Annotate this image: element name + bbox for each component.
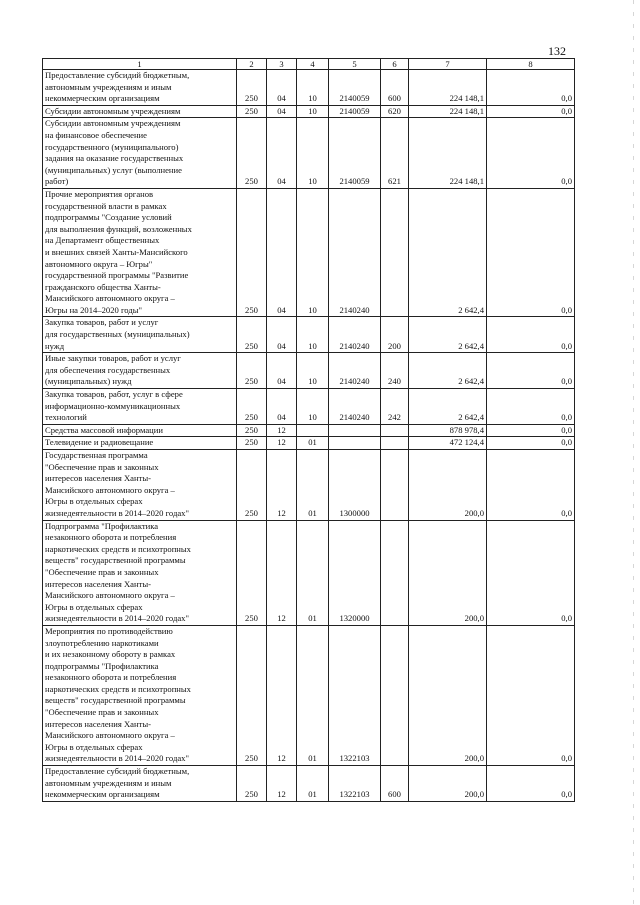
- row-name-cell: Телевидение и радиовещание: [43, 437, 237, 450]
- column-header-7: 7: [409, 59, 487, 70]
- subsection-cell: 10: [297, 70, 329, 106]
- amount-secondary-cell: 0,0: [487, 625, 575, 765]
- amount-secondary-cell: 0,0: [487, 70, 575, 106]
- table-body: [43, 70, 575, 802]
- target-article-cell: 1320000: [329, 520, 381, 625]
- target-article-cell: 2140059: [329, 118, 381, 189]
- amount-cell: 224 148,1: [409, 105, 487, 118]
- column-header-2: 2: [237, 59, 267, 70]
- target-article-cell: [329, 437, 381, 450]
- admin-code-cell: 250: [237, 766, 267, 802]
- expense-type-cell: [381, 520, 409, 625]
- amount-cell: 878 978,4: [409, 424, 487, 437]
- header-row: [43, 59, 575, 70]
- amount-secondary-cell: 0,0: [487, 188, 575, 317]
- table-row: [43, 105, 575, 118]
- target-article-cell: 1300000: [329, 450, 381, 521]
- section-cell: 12: [267, 450, 297, 521]
- expense-type-cell: 600: [381, 766, 409, 802]
- expense-type-cell: 240: [381, 353, 409, 389]
- admin-code-cell: 250: [237, 389, 267, 425]
- column-header-3: 3: [267, 59, 297, 70]
- target-article-cell: 2140059: [329, 105, 381, 118]
- table-row: [43, 766, 575, 802]
- admin-code-cell: 250: [237, 450, 267, 521]
- admin-code-cell: 250: [237, 188, 267, 317]
- section-cell: 04: [267, 317, 297, 353]
- target-article-cell: 2140240: [329, 389, 381, 425]
- amount-cell: 224 148,1: [409, 118, 487, 189]
- section-cell: 04: [267, 188, 297, 317]
- amount-cell: 224 148,1: [409, 70, 487, 106]
- amount-secondary-cell: 0,0: [487, 450, 575, 521]
- amount-cell: 2 642,4: [409, 389, 487, 425]
- subsection-cell: 10: [297, 389, 329, 425]
- amount-cell: 472 124,4: [409, 437, 487, 450]
- table-row: [43, 450, 575, 521]
- amount-secondary-cell: 0,0: [487, 766, 575, 802]
- expense-type-cell: 242: [381, 389, 409, 425]
- expense-type-cell: 621: [381, 118, 409, 189]
- section-cell: 04: [267, 105, 297, 118]
- table-row: [43, 520, 575, 625]
- subsection-cell: 01: [297, 437, 329, 450]
- target-article-cell: [329, 424, 381, 437]
- column-header-6: 6: [381, 59, 409, 70]
- scan-edge-artifact: [633, 0, 634, 905]
- expense-type-cell: 200: [381, 317, 409, 353]
- amount-cell: 200,0: [409, 625, 487, 765]
- table-row: [43, 188, 575, 317]
- table-row: [43, 118, 575, 189]
- table-row: [43, 625, 575, 765]
- section-cell: 12: [267, 424, 297, 437]
- amount-cell: 200,0: [409, 766, 487, 802]
- column-header-1: 1: [43, 59, 237, 70]
- subsection-cell: 10: [297, 105, 329, 118]
- row-name-cell: Средства массовой информации: [43, 424, 237, 437]
- row-name-cell: Предоставление субсидий бюджетным, автономным учреждениям и иным некоммерческим организациям: [43, 70, 237, 106]
- target-article-cell: 1322103: [329, 625, 381, 765]
- target-article-cell: 1322103: [329, 766, 381, 802]
- amount-secondary-cell: 0,0: [487, 118, 575, 189]
- row-name-cell: Иные закупки товаров, работ и услуг для обеспечения государственных (муниципальных) нужд: [43, 353, 237, 389]
- table-row: [43, 424, 575, 437]
- row-name-cell: Подпрограмма "Профилактика незаконного оборота и потребления наркотических средств и психотропных веществ" государственной программы "Обеспечение прав и законных интересов населения Ханты- Мансийского автономного округа – Югры в отдельных сферах жизнедеятельности в 2014–2020 годах": [43, 520, 237, 625]
- expense-type-cell: [381, 625, 409, 765]
- amount-cell: 2 642,4: [409, 188, 487, 317]
- section-cell: 04: [267, 353, 297, 389]
- amount-secondary-cell: 0,0: [487, 353, 575, 389]
- amount-secondary-cell: 0,0: [487, 317, 575, 353]
- page-number: 132: [548, 44, 566, 58]
- row-name-cell: Закупка товаров, работ и услуг для государственных (муниципальных) нужд: [43, 317, 237, 353]
- target-article-cell: 2140240: [329, 317, 381, 353]
- section-cell: 04: [267, 70, 297, 106]
- subsection-cell: 10: [297, 118, 329, 189]
- expense-type-cell: [381, 437, 409, 450]
- column-header-8: 8: [487, 59, 575, 70]
- subsection-cell: 10: [297, 353, 329, 389]
- budget-table: [42, 58, 575, 802]
- subsection-cell: [297, 424, 329, 437]
- row-name-cell: Предоставление субсидий бюджетным, автономным учреждениям и иным некоммерческим организациям: [43, 766, 237, 802]
- table-row: [43, 353, 575, 389]
- admin-code-cell: 250: [237, 424, 267, 437]
- table-row: [43, 389, 575, 425]
- amount-secondary-cell: 0,0: [487, 437, 575, 450]
- row-name-cell: Прочие мероприятия органов государственной власти в рамках подпрограммы "Создание условий для выполнения функций, возложенных на Департамент общественных и внешних связей Ханты-Мансийского автономного округа – Югры" государственной программы "Развитие гражданского общества Ханты- Мансийского автономного округа – Югры на 2014–2020 годы": [43, 188, 237, 317]
- target-article-cell: 2140240: [329, 188, 381, 317]
- target-article-cell: 2140240: [329, 353, 381, 389]
- admin-code-cell: 250: [237, 105, 267, 118]
- subsection-cell: 01: [297, 766, 329, 802]
- amount-secondary-cell: 0,0: [487, 424, 575, 437]
- subsection-cell: 01: [297, 520, 329, 625]
- column-header-5: 5: [329, 59, 381, 70]
- row-name-cell: Субсидии автономным учреждениям: [43, 105, 237, 118]
- row-name-cell: Субсидии автономным учреждениям на финансовое обеспечение государственного (муниципального) задания на оказание государственных (муниципальных) услуг (выполнение работ): [43, 118, 237, 189]
- table-row: [43, 70, 575, 106]
- amount-secondary-cell: 0,0: [487, 105, 575, 118]
- amount-cell: 200,0: [409, 520, 487, 625]
- amount-secondary-cell: 0,0: [487, 520, 575, 625]
- row-name-cell: Закупка товаров, работ, услуг в сфере информационно-коммуникационных технологий: [43, 389, 237, 425]
- table-row: [43, 437, 575, 450]
- section-cell: 12: [267, 766, 297, 802]
- expense-type-cell: [381, 424, 409, 437]
- admin-code-cell: 250: [237, 70, 267, 106]
- amount-cell: 200,0: [409, 450, 487, 521]
- expense-type-cell: [381, 450, 409, 521]
- section-cell: 12: [267, 437, 297, 450]
- admin-code-cell: 250: [237, 437, 267, 450]
- amount-cell: 2 642,4: [409, 317, 487, 353]
- section-cell: 04: [267, 118, 297, 189]
- amount-secondary-cell: 0,0: [487, 389, 575, 425]
- amount-cell: 2 642,4: [409, 353, 487, 389]
- admin-code-cell: 250: [237, 625, 267, 765]
- table-row: [43, 317, 575, 353]
- admin-code-cell: 250: [237, 520, 267, 625]
- admin-code-cell: 250: [237, 317, 267, 353]
- expense-type-cell: 600: [381, 70, 409, 106]
- target-article-cell: 2140059: [329, 70, 381, 106]
- section-cell: 12: [267, 625, 297, 765]
- subsection-cell: 01: [297, 625, 329, 765]
- admin-code-cell: 250: [237, 353, 267, 389]
- subsection-cell: 01: [297, 450, 329, 521]
- section-cell: 04: [267, 389, 297, 425]
- expense-type-cell: [381, 188, 409, 317]
- row-name-cell: Мероприятия по противодействию злоупотреблению наркотиками и их незаконному обороту в рамках подпрограммы "Профилактика незаконного оборота и потребления наркотических средств и психотропных веществ" государственной программы "Обеспечение прав и законных интересов населения Ханты- Мансийского автономного округа – Югры в отдельных сферах жизнедеятельности в 2014–2020 годах": [43, 625, 237, 765]
- section-cell: 12: [267, 520, 297, 625]
- table-header: [43, 59, 575, 70]
- subsection-cell: 10: [297, 317, 329, 353]
- column-header-4: 4: [297, 59, 329, 70]
- admin-code-cell: 250: [237, 118, 267, 189]
- expense-type-cell: 620: [381, 105, 409, 118]
- row-name-cell: Государственная программа "Обеспечение прав и законных интересов населения Ханты- Мансийского автономного округа – Югры в отдельных сферах жизнедеятельности в 2014–2020 годах": [43, 450, 237, 521]
- subsection-cell: 10: [297, 188, 329, 317]
